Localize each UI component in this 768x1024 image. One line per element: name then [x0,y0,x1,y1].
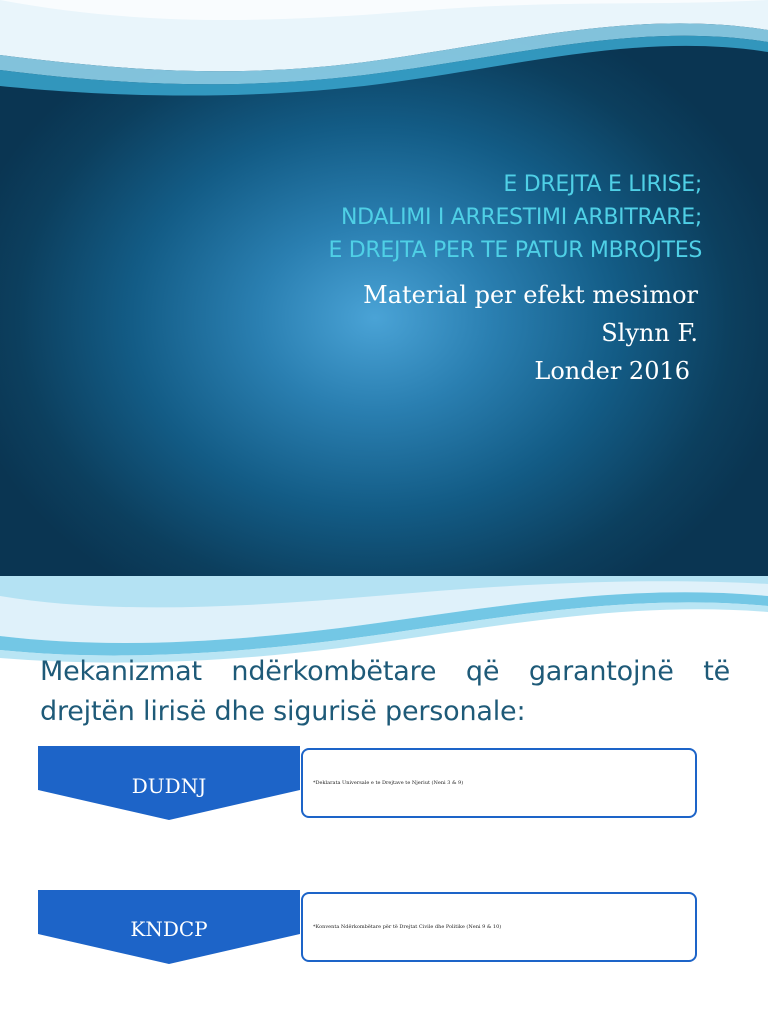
chevron-label-dudnj: DUDNJ [131,774,207,798]
description-box-kndcp [301,892,697,962]
subtitle-line-3: Londer 2016 [534,357,690,385]
chevron-label-kndcp: KNDCP [130,917,208,941]
title-line-1: E DREJTA E LIRISE; [503,172,702,197]
slide-subtitle [260,276,698,390]
content-slide [0,576,768,1024]
subtitle-line-1: Material per efekt mesimor [363,281,698,309]
slide-title [180,168,702,267]
title-line-2: NDALIMI I ARRESTIMI ARBITRARE; [340,205,702,230]
title-line-3: E DREJTA PER TE PATUR MBROJTES [328,238,702,263]
slide-heading: Mekanizmat ndërkombëtare që garantojnë të drejtën lirisë dhe sigurisë personale: [40,656,730,727]
wave-decoration-top [0,0,768,110]
subtitle-line-2: Slynn F. [601,319,698,347]
description-box-dudnj [301,748,697,818]
description-text-kndcp: *Konventa Ndërkombëtare për të Drejtat Civile dhe Politike (Neni 9 & 10) [313,924,502,930]
description-text-dudnj: *Deklarata Universale e te Drejtave te Njeriut (Neni 3 & 9) [313,780,464,786]
